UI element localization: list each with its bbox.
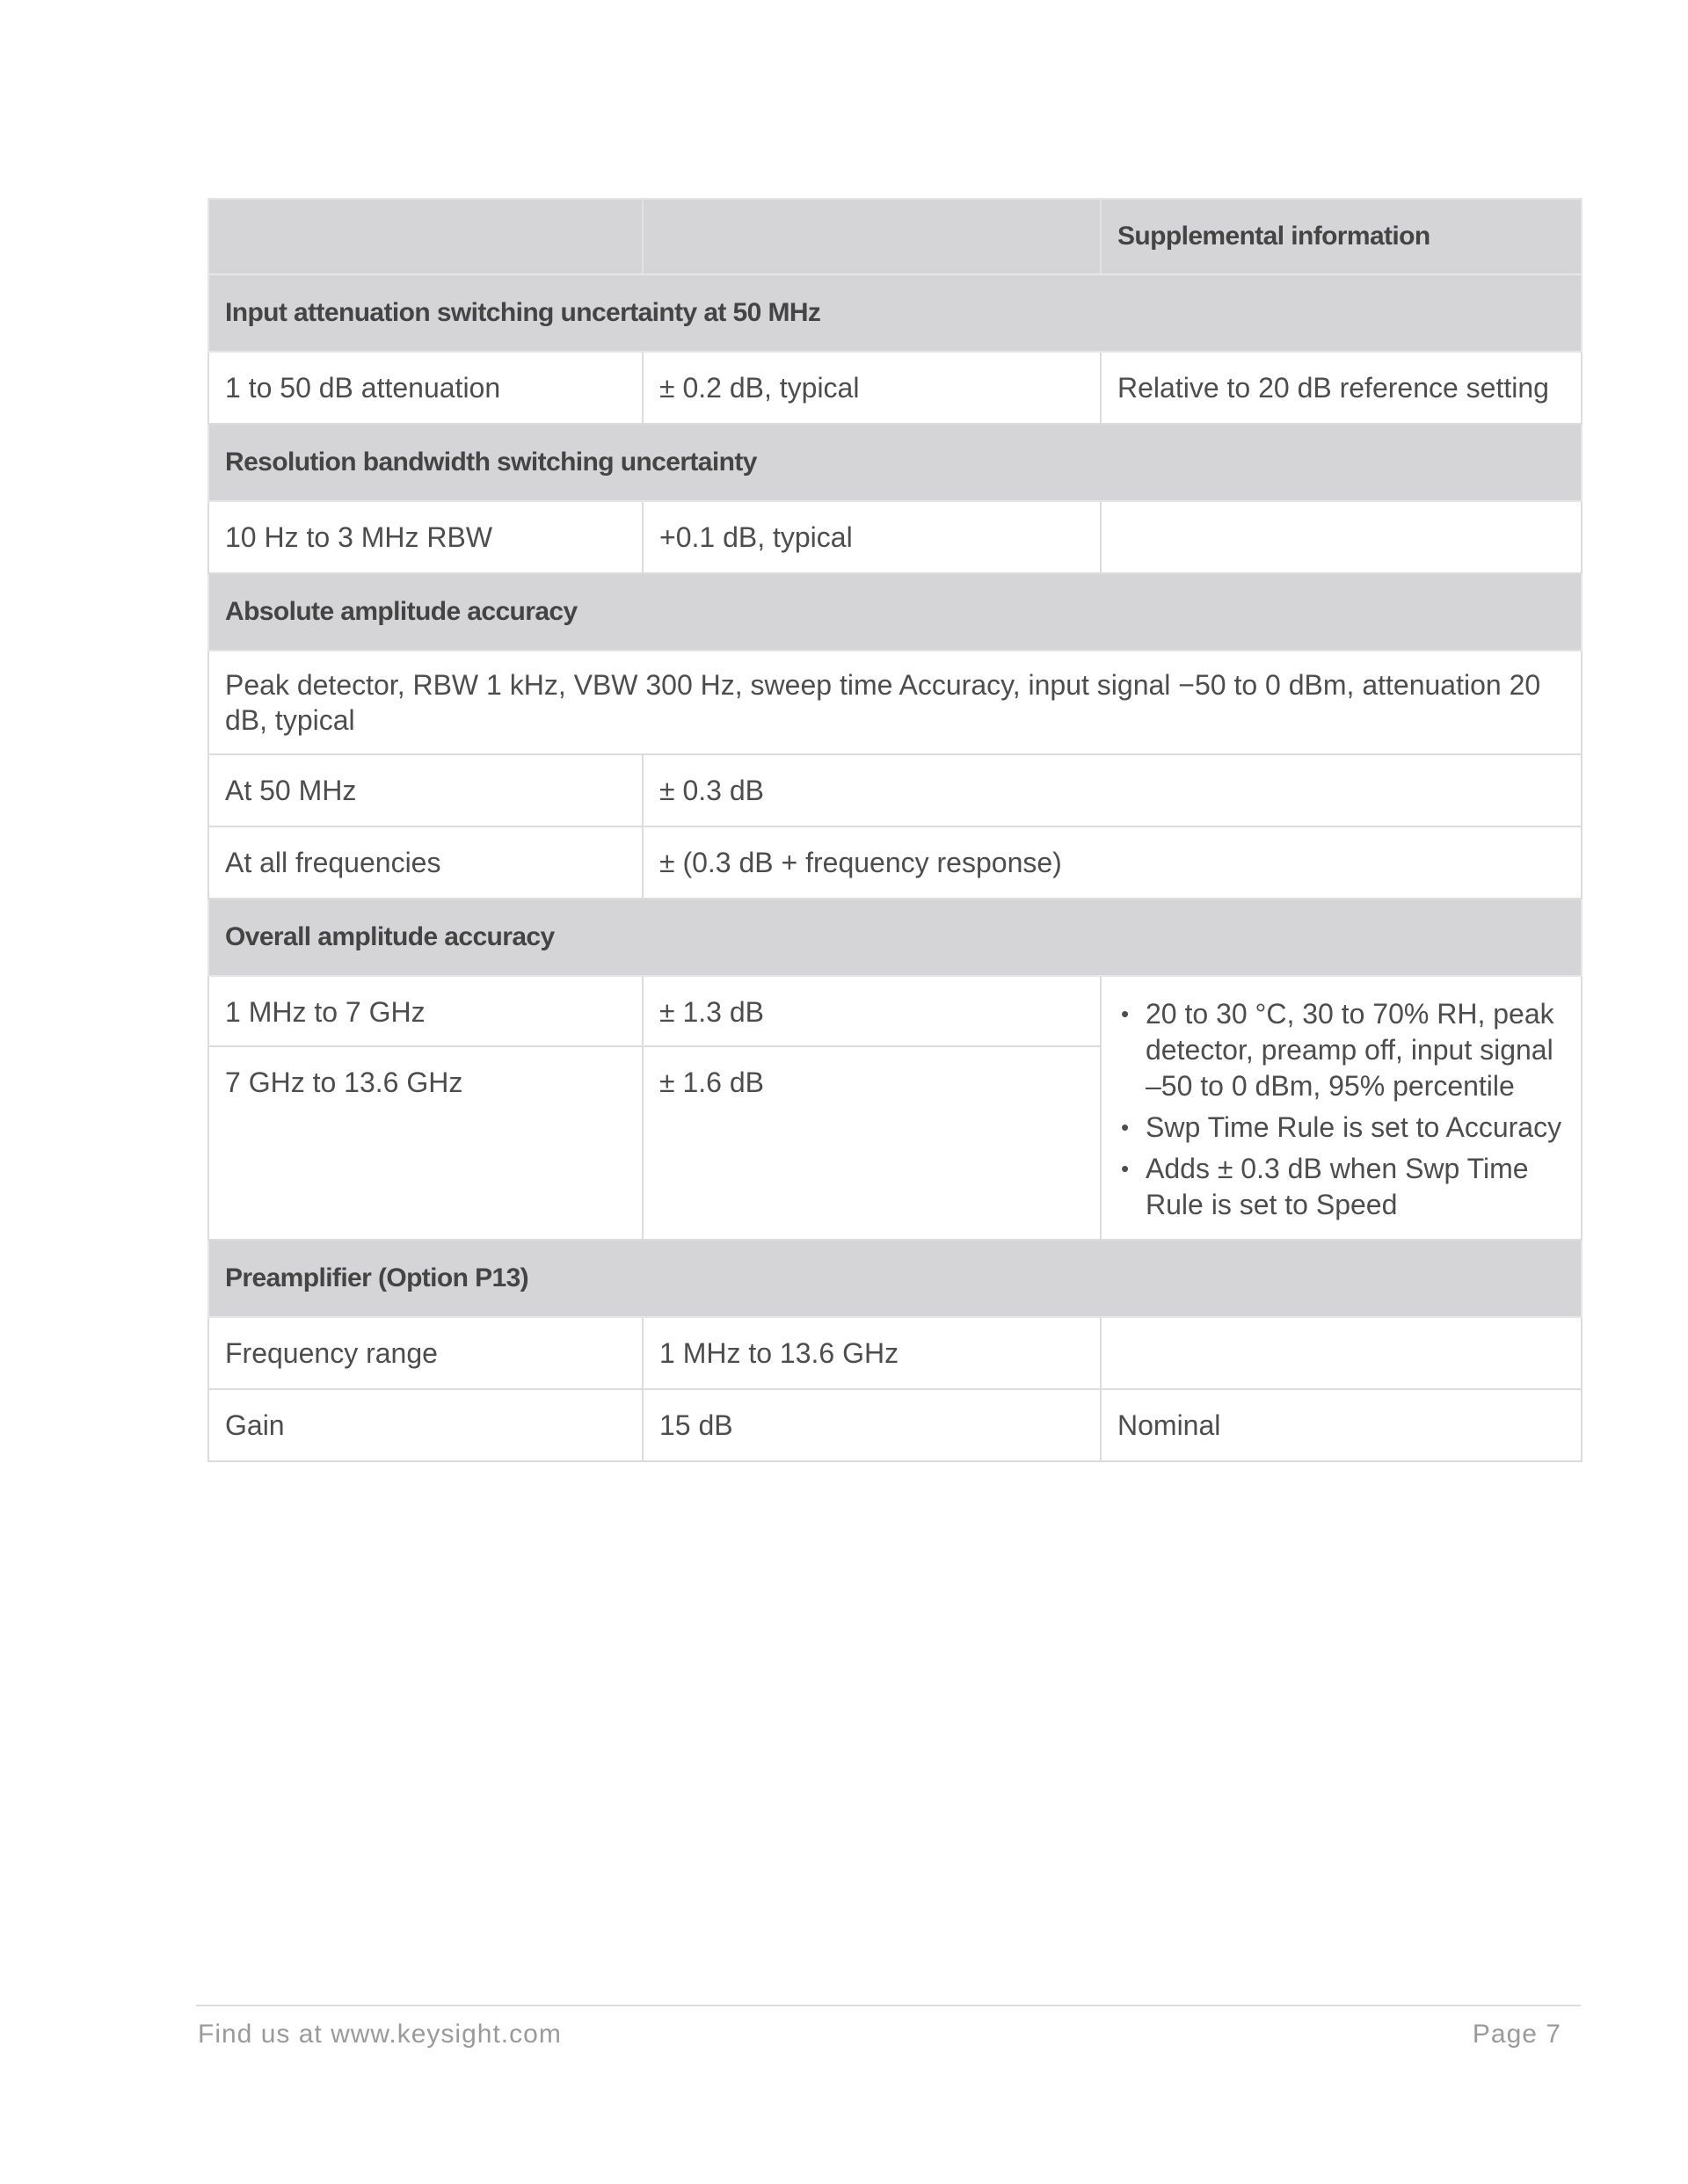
note-item: • Adds ± 0.3 dB when Swp Time Rule is set to Speed xyxy=(1117,1151,1565,1223)
row-note: Nominal xyxy=(1101,1389,1582,1461)
row-parameter: 10 Hz to 3 MHz RBW xyxy=(208,501,643,573)
header-cell-parameter xyxy=(208,199,643,274)
row-value: ± 1.3 dB xyxy=(643,976,1101,1046)
row-value: ± 0.3 dB xyxy=(643,754,1582,826)
row-parameter: 1 MHz to 7 GHz xyxy=(208,976,643,1046)
page-number: Page 7 xyxy=(1472,2020,1561,2049)
section-row-preamplifier xyxy=(208,1240,1582,1317)
section-title-rbw-switching: Resolution bandwidth switching uncertainty xyxy=(208,424,1582,501)
notes-list xyxy=(1117,996,1565,1223)
section-title-preamplifier: Preamplifier (Option P13) xyxy=(208,1240,1582,1317)
row-parameter: At all frequencies xyxy=(208,826,643,899)
table-row xyxy=(208,1317,1582,1389)
row-value: ± (0.3 dB + frequency response) xyxy=(643,826,1582,899)
section-row-input-attenuation xyxy=(208,274,1582,352)
section-title-input-attenuation: Input attenuation switching uncertainty at 50 MHz xyxy=(208,274,1582,352)
table-row xyxy=(208,826,1582,899)
row-value: ± 1.6 dB xyxy=(643,1046,1101,1240)
page-footer xyxy=(196,2005,1581,2049)
table-row xyxy=(208,352,1582,424)
spec-table xyxy=(207,198,1582,1462)
overall-accuracy-notes xyxy=(1101,976,1582,1240)
section-row-overall-accuracy xyxy=(208,899,1582,976)
row-note xyxy=(1101,501,1582,573)
table-row xyxy=(208,501,1582,573)
row-value: 1 MHz to 13.6 GHz xyxy=(643,1317,1101,1389)
table-row-condition xyxy=(208,651,1582,754)
header-cell-supplemental: Supplemental information xyxy=(1101,199,1582,274)
header-cell-specification xyxy=(643,199,1101,274)
note-item: • 20 to 30 °C, 30 to 70% RH, peak detector, preamp off, input signal –50 to 0 dBm, 95% percentile xyxy=(1117,996,1565,1104)
table-row xyxy=(208,976,1582,1046)
section-title-absolute-accuracy: Absolute amplitude accuracy xyxy=(208,573,1582,651)
row-parameter: 1 to 50 dB attenuation xyxy=(208,352,643,424)
section-row-absolute-accuracy xyxy=(208,573,1582,651)
note-item: • Swp Time Rule is set to Accuracy xyxy=(1117,1110,1565,1146)
row-value: ± 0.2 dB, typical xyxy=(643,352,1101,424)
row-parameter: 7 GHz to 13.6 GHz xyxy=(208,1046,643,1240)
row-parameter: Gain xyxy=(208,1389,643,1461)
row-value: +0.1 dB, typical xyxy=(643,501,1101,573)
row-value: 15 dB xyxy=(643,1389,1101,1461)
row-note: Relative to 20 dB reference setting xyxy=(1101,352,1582,424)
table-header-row xyxy=(208,199,1582,274)
section-row-rbw-switching xyxy=(208,424,1582,501)
table-row xyxy=(208,1389,1582,1461)
section-title-overall-accuracy: Overall amplitude accuracy xyxy=(208,899,1582,976)
row-parameter: Frequency range xyxy=(208,1317,643,1389)
row-note xyxy=(1101,1317,1582,1389)
absolute-accuracy-condition: Peak detector, RBW 1 kHz, VBW 300 Hz, sweep time Accuracy, input signal −50 to 0 dBm, attenuation 20 dB, typical xyxy=(208,651,1582,754)
table-row xyxy=(208,754,1582,826)
footer-website-link[interactable]: Find us at www.keysight.com xyxy=(198,2020,562,2049)
row-parameter: At 50 MHz xyxy=(208,754,643,826)
